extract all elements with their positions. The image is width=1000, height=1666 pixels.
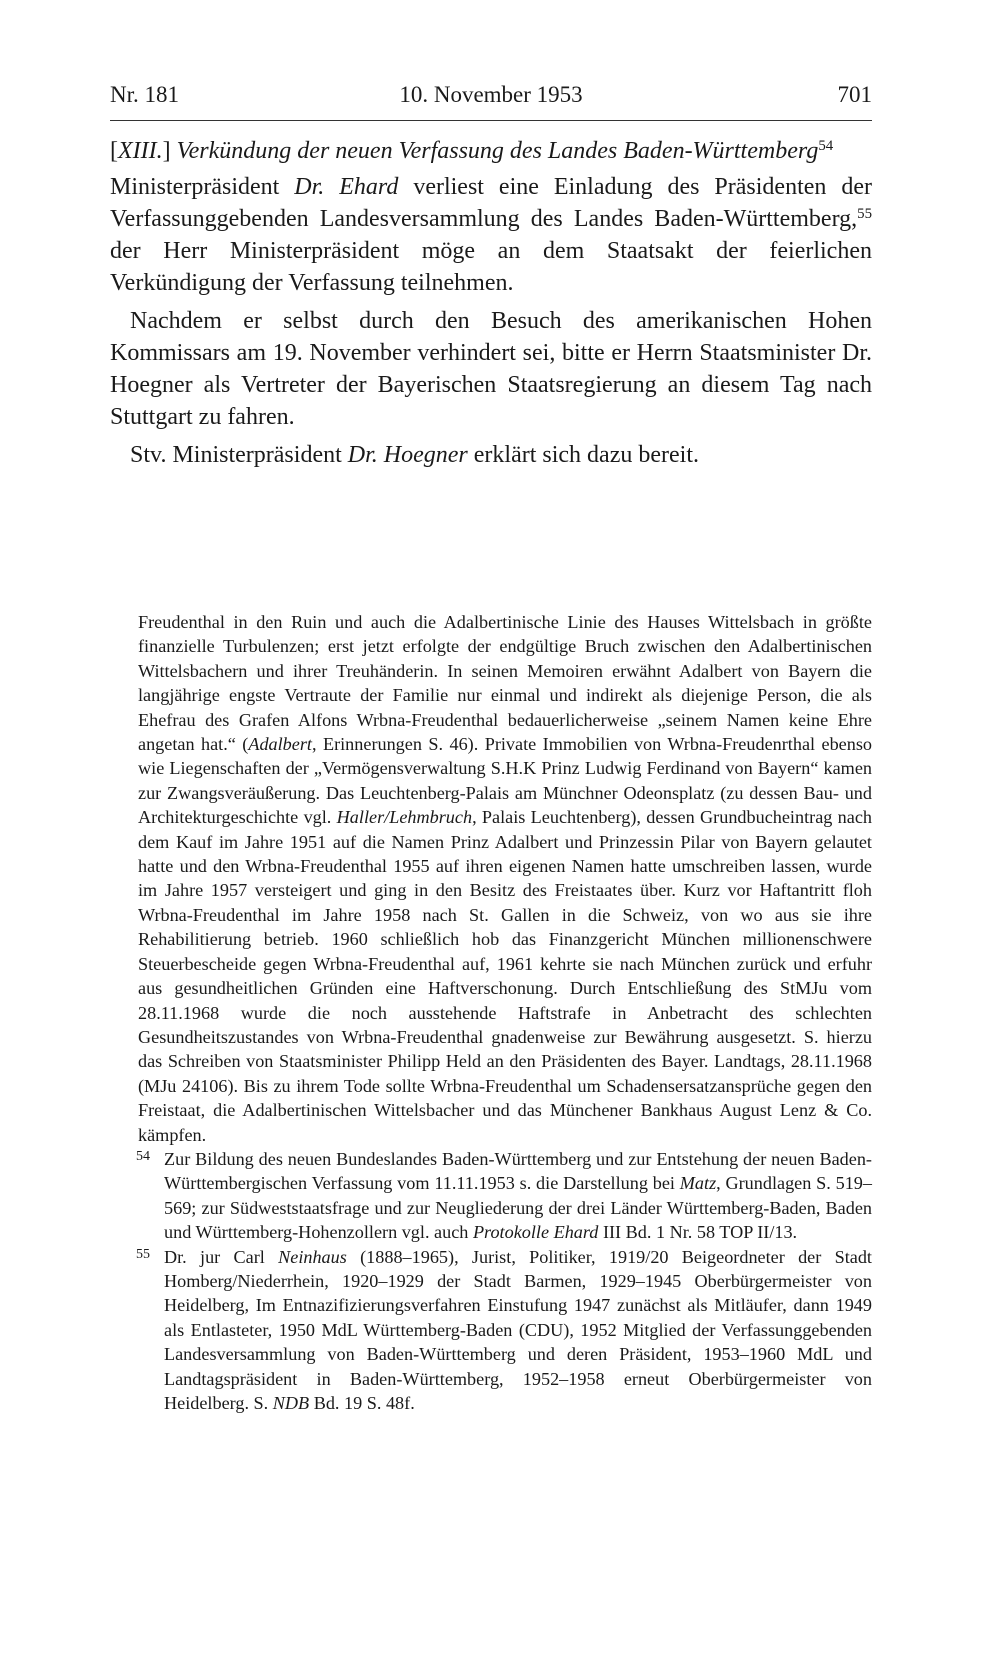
paragraph-3: Stv. Ministerpräsident Dr. Hoegner erklärt sich dazu bereit. xyxy=(130,442,699,468)
footnote-ref-55: 55 xyxy=(857,205,872,222)
footnote-number: 54 xyxy=(136,1148,150,1164)
footnote-54: 54 Zur Bildung des neuen Bundeslandes Baden-Württemberg und zur Entstehung der neuen Baden-Württembergischen Verfassung vom 11.11.1953 s. die Darstellung bei Matz, Grundlagen S. 519–569; zur Südweststaatsfrage und zur Neugliederung der drei Länder Württemberg-Baden, Baden und Württemberg-Hohenzollern vgl. auch Protokolle Ehard III Bd. 1 Nr. 58 TOP II/13. xyxy=(136,1148,872,1243)
person-name: Dr. Hoegner xyxy=(347,442,468,468)
person-name: Dr. Ehard xyxy=(294,174,399,200)
document-number: Nr. 181 xyxy=(110,82,179,107)
section-title: Verkündung der neuen Verfassung des Landes Baden-Württemberg xyxy=(176,138,819,164)
section-number: [XIII.] xyxy=(110,138,171,164)
footnote-continuation: Freudenthal in den Ruin und auch die Adalbertinische Linie des Hauses Wittelsbach in größte finanzielle Turbulenzen; erst jetzt erfolgte der endgültige Bruch zwischen den Adalbertinischen Wittelsbachern und ihrer Treuhänderin. In seinen Memoiren erwähnt Adalbert von Bayern die langjährige engste Vertraute der Familie nur einmal und indirekt als diejenige Person, die als Ehefrau des Grafen Alfons Wrbna-Freudenthal bedauerlicherweise „seinem Namen keine Ehre angetan hat.“ (Adalbert, Erinnerungen S. 46). Private Immobilien von Wrbna-Freudenrthal ebenso wie Liegenschaften der „Vermögensverwaltung S.H.K Prinz Ludwig Ferdinand von Bayern“ kamen zur Zwangsveräußerung. Das Leuchtenberg-Palais am Münchner Odeonsplatz (zu dessen Bau- und Architekturgeschichte vgl. Haller/Lehmbruch, Palais Leuchtenberg), dessen Grundbucheintrag nach dem Kauf im Jahre 1951 auf die Namen Prinz Adalbert und Prinzessin Pilar von Bayern gelautet hatte und den Wrbna-Freudenthal 1955 auf ihren eigenen Namen hatte umschreiben lassen, wurde im Jahre 1957 versteigert und ging in den Besitz des Freistaates über. Kurz vor Haftantritt floh Wrbna-Freudenthal im Jahre 1958 nach St. Gallen in die Schweiz, von wo aus sie ihre Rehabilitierung betrieb. 1960 schließlich hob das Finanzgericht München millionenschwere Steuerbescheide gegen Wrbna-Freudenthal auf, 1961 kehrte sie nach München zurück und erfuhr aus gesundheitlichen Gründen eine Haftverschonung. Durch Entschließung des StMJu vom 28.11.1968 wurde die noch ausstehende Haftstrafe in Anbetracht des schlechten Gesundheitszustandes von Wrbna-Freudenthal gnadenweise zur Bewährung ausgesetzt. S. hierzu das Schreiben von Staatsminister Philipp Held an den Präsidenten des Bayer. Landtags, 28.11.1968 (MJu 24106). Bis zu ihrem Tode sollte Wrbna-Freudenthal um Schadensersatzansprüche gegen den Freistaat, die Adalbertinischen Wittelsbacher und das Münchener Bankhaus August Lenz & Co. kämpfen. xyxy=(138,612,873,1145)
running-header xyxy=(110,80,872,121)
page xyxy=(110,80,873,1413)
footnote-number: 55 xyxy=(136,1246,150,1262)
footnote-ref-54: 54 xyxy=(818,137,834,154)
paragraph-1: Ministerpräsident Dr. Ehard verliest eine Einladung des Präsidenten der Verfassunggebenden Landesversammlung des Landes Baden-Württemberg,$^{55}$ der Herr Ministerpräsident möge an dem Staatsakt der feierlichen Verkündigung der Verfassung teilnehmen. xyxy=(110,174,872,296)
footnote-55: 55 Dr. jur Carl Neinhaus (1888–1965), Jurist, Politiker, 1919/20 Beigeordneter der Stadt Homberg/Niederrhein, 1920–1929 der Stadt Barmen, 1929–1945 Oberbürgermeister von Heidelberg, Im Entnazifizierungsverfahren Einstufung 1947 zunächst als Mitläufer, dann 1949 als Entlasteter, 1950 MdL Württemberg-Baden (CDU), 1952 Mitglied der Verfassunggebenden Landesversammlung von Baden-Württemberg und deren Präsident, 1953–1960 MdL und Landtagspräsident in Baden-Württemberg, 1952–1958 erneut Oberbürgermeister von Heidelberg. S. NDB Bd. 19 S. 48f. xyxy=(136,1246,872,1413)
section-heading xyxy=(110,135,872,167)
protocol-text xyxy=(110,171,872,471)
page-number: 701 xyxy=(837,82,872,107)
paragraph-2: Nachdem er selbst durch den Besuch des amerikanischen Hohen Kommissars am 19. November verhindert sei, bitte er Herrn Staatsminister Dr. Hoegner als Vertreter der Bayerischen Staatsregierung an diesem Tag nach Stuttgart zu fahren. xyxy=(110,308,872,430)
header-date: 10. November 1953 xyxy=(399,82,583,107)
footnotes xyxy=(138,610,872,1415)
